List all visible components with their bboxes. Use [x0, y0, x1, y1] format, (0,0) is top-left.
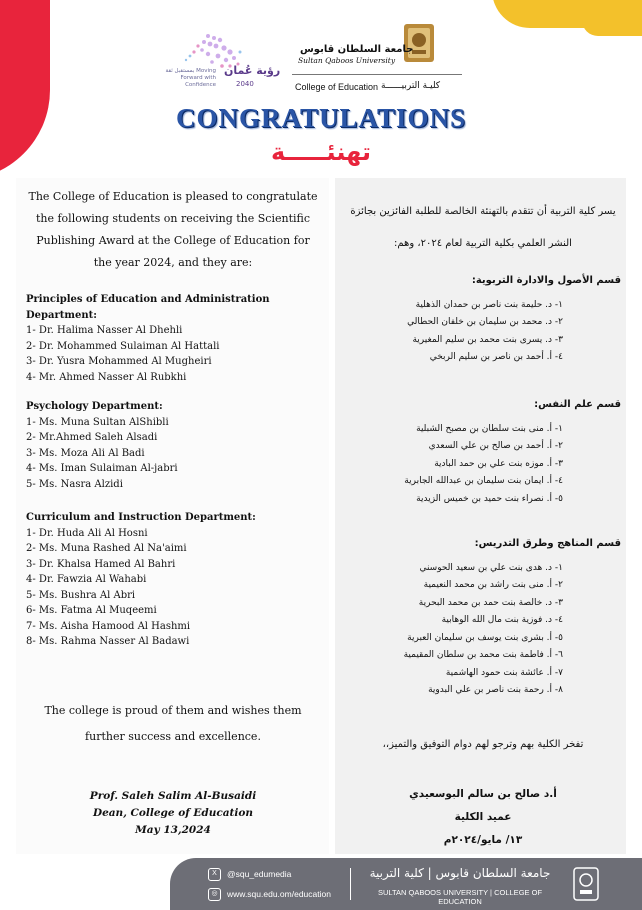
- list-item: 6- Ms. Fatma Al Muqeemi: [26, 605, 157, 616]
- university-name-en: Sultan Qaboos University: [298, 56, 396, 65]
- footer-divider: [350, 868, 351, 900]
- university-name-ar: جامعة السلطان قابوس: [300, 44, 414, 55]
- list-item: ٣- أ. موزه بنت علي بن حمد البادية: [434, 458, 563, 469]
- footer-social[interactable]: [208, 868, 291, 881]
- dept-title: قسم علم النفس:: [534, 399, 621, 410]
- english-dept-curriculum: [26, 510, 326, 650]
- list-item: 3- Ms. Moza Ali Al Badi: [26, 447, 145, 459]
- dept-title: قسم المناهج وطرق التدريس:: [474, 538, 621, 549]
- squ-emblem-footer-icon: [566, 864, 606, 904]
- arabic-dept-psychology: [345, 396, 621, 508]
- arabic-dept-curriculum: [345, 535, 621, 700]
- title-en: CONGRATULATIONS: [175, 103, 467, 133]
- list-item: 5- Ms. Nasra Alzidi: [26, 478, 123, 490]
- list-item: 1- Dr. Halima Nasser Al Dhehli: [26, 325, 183, 336]
- title-ar: تهنئـــــة: [270, 138, 372, 166]
- list-item: 4- Ms. Iman Sulaiman Al-jabri: [26, 463, 178, 474]
- list-item: ١- د. هدى بنت علي بن سعيد الحوسني: [419, 562, 563, 573]
- footer-website[interactable]: [208, 888, 331, 901]
- vision-slogan: بمستقبل ثقة Moving Forward with Confidence: [165, 68, 216, 88]
- signature-date-ar: ١٣/ مايو/٢٠٢٤م: [443, 834, 523, 846]
- dept-title: Curriculum and Instruction Department:: [26, 512, 256, 523]
- list-item: ٤- أ. ايمان بنت سليمان بن عبدالله الجابرية: [404, 476, 563, 486]
- list-item: ١- أ. منى بنت سلطان بن مصبح الشبلية: [416, 423, 563, 434]
- list-item: ١- د. حليمة بنت ناصر بن حمدان الذهلية: [415, 299, 563, 310]
- list-item: 4- Dr. Fawzia Al Wahabi: [26, 574, 147, 585]
- arabic-closing: تفخر الكلية بهم وترجو لهم دوام التوفيق والتميز،،: [382, 739, 584, 750]
- signatory-position: Dean, College of Education: [92, 807, 254, 819]
- footer-org-en: SULTAN QABOOS UNIVERSITY | COLLEGE OF EDUCATION: [377, 888, 543, 906]
- social-handle: @squ_edumedia: [227, 868, 292, 879]
- list-item: ٢- د. محمد بن سليمان بن خلفان الحطالي: [407, 317, 563, 327]
- list-item: ٣- د. يسرى بنت محمد بن سليم المغيرية: [412, 334, 563, 345]
- signatory-name-ar: أ.د صالح بن سالم البوسعيدي: [409, 788, 557, 800]
- squ-emblem-icon: [396, 20, 442, 66]
- list-item: 8- Ms. Rahma Nasser Al Badawi: [26, 636, 190, 647]
- list-item: 1- Dr. Huda Ali Al Hosni: [26, 527, 148, 539]
- list-item: ٢- أ. أحمد بن صالح بن علي السعدي: [428, 441, 563, 451]
- list-item: ٤- د. فوزية بنت مال الله الوهابية: [441, 615, 563, 625]
- english-dept-principles: [26, 292, 326, 385]
- list-item: 2- Dr. Mohammed Sulaiman Al Hattali: [26, 340, 220, 352]
- list-item: 3- Dr. Yusra Mohammed Al Mugheiri: [26, 356, 212, 367]
- dept-title: Principles of Education and Administration Department:: [26, 294, 270, 321]
- signatory-name: Prof. Saleh Salim Al-Busaidi: [89, 790, 257, 802]
- list-item: 1- Ms. Muna Sultan AlShibli: [26, 416, 169, 428]
- signature-date: May 13,2024: [135, 824, 211, 836]
- footer-org-ar: جامعة السلطان قابوس | كلية التربية: [369, 866, 551, 880]
- list-item: ٢- أ. منى بنت راشد بن محمد النعيمية: [423, 580, 563, 590]
- globe-icon: ◎: [208, 888, 221, 901]
- arabic-dept-principles: [345, 272, 621, 367]
- footer-bar: [170, 858, 642, 910]
- dept-title: Psychology Department:: [26, 401, 163, 412]
- list-item: ٦- أ. فاطمة بنت محمد بن سلطان المقيمية: [403, 650, 563, 660]
- english-dept-psychology: [26, 399, 326, 492]
- college-name-ar: كليـة التربيــــــة: [381, 81, 441, 91]
- list-item: 3- Dr. Khalsa Hamed Al Bahri: [26, 558, 176, 570]
- arabic-signature: [345, 783, 621, 852]
- list-item: ٣- د. خالصة بنت حمد بن محمد البحرية: [418, 597, 563, 608]
- header-divider: [292, 74, 462, 75]
- college-name-en: College of Education: [295, 82, 379, 92]
- website-url: www.squ.edu.om/education: [227, 888, 331, 899]
- vision-year: 2040: [236, 80, 254, 88]
- list-item: ٤- أ. أحمد بن ناصر بن سليم الربخي: [429, 352, 563, 362]
- list-item: 2- Ms. Muna Rashed Al Na'aimi: [26, 543, 187, 554]
- english-closing: The college is proud of them and wishes them further success and excellence.: [44, 704, 302, 743]
- decor-yellow-band-small: [582, 20, 642, 36]
- list-item: 2- Mr.Ahmed Saleh Alsadi: [26, 432, 158, 443]
- x-social-icon: X: [208, 868, 221, 881]
- list-item: ٨- أ. رحمة بنت ناصر بن علي البدوية: [428, 685, 563, 695]
- english-signature: [26, 788, 320, 839]
- list-item: 5- Ms. Bushra Al Abri: [26, 589, 136, 601]
- english-intro: The College of Education is pleased to congratulate the following students on receiving the Scientific Publishing Award at the College of Education for the year 2024, and they are:: [28, 190, 318, 269]
- list-item: ٥- أ. نصراء بنت حميد بن خميس الزيدية: [416, 493, 563, 504]
- list-item: 7- Ms. Aisha Hamood Al Hashmi: [26, 620, 191, 632]
- list-item: 4- Mr. Ahmed Nasser Al Rubkhi: [26, 371, 187, 383]
- list-item: ٥- أ. بشرى بنت يوسف بن سليمان العبرية: [407, 632, 563, 643]
- vision-title: رؤية عُمان: [224, 64, 281, 77]
- list-item: ٧- أ. عائشة بنت حمود الهاشمية: [445, 667, 563, 678]
- dept-title: قسم الأصول والادارة التربوية:: [471, 275, 621, 286]
- arabic-intro: يسر كلية التربية أن تتقدم بالتهنئة الخالصة للطلبة الفائزين بجائزة النشر العلمي بكلية التربية لعام ٢٠٢٤، وهم:: [350, 206, 616, 249]
- signatory-position-ar: عميد الكلية: [454, 811, 512, 823]
